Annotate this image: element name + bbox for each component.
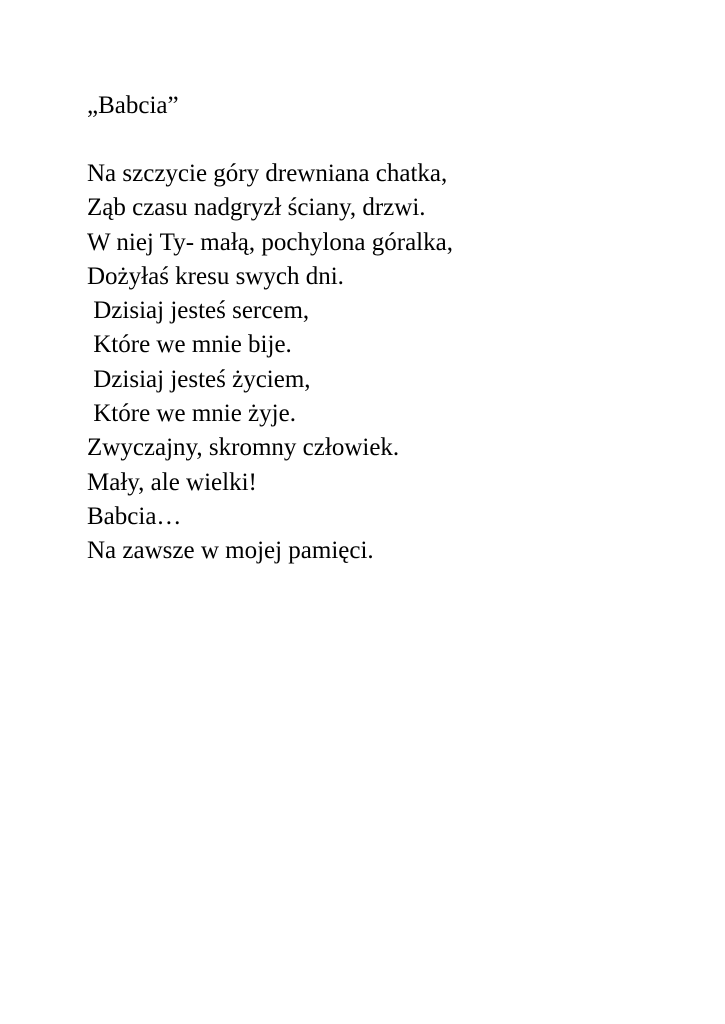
poem-line: Ząb czasu nadgryzł ściany, drzwi. (87, 194, 426, 222)
poem-line: Na szczycie góry drewniana chatka, (87, 160, 448, 187)
poem-line: Dzisiaj jesteś sercem, (87, 297, 310, 325)
poem-line: Które we mnie żyje. (87, 400, 296, 428)
poem-line: Babcia… (87, 502, 182, 530)
poem-line: Na zawsze w mojej pamięci. (87, 537, 374, 565)
poem-line: Dożyłaś kresu swych dni. (87, 262, 344, 290)
poem-line: Dzisiaj jesteś życiem, (87, 365, 311, 393)
poem-line: Mały, ale wielki! (87, 468, 257, 496)
poem-line: Które we mnie bije. (87, 331, 292, 359)
poem-line: W niej Ty- małą, pochylona góralka, (87, 228, 453, 256)
poem-title: „Babcia” (87, 92, 179, 119)
poem-body (87, 157, 453, 569)
poem-line: Zwyczajny, skromny człowiek. (87, 434, 400, 462)
